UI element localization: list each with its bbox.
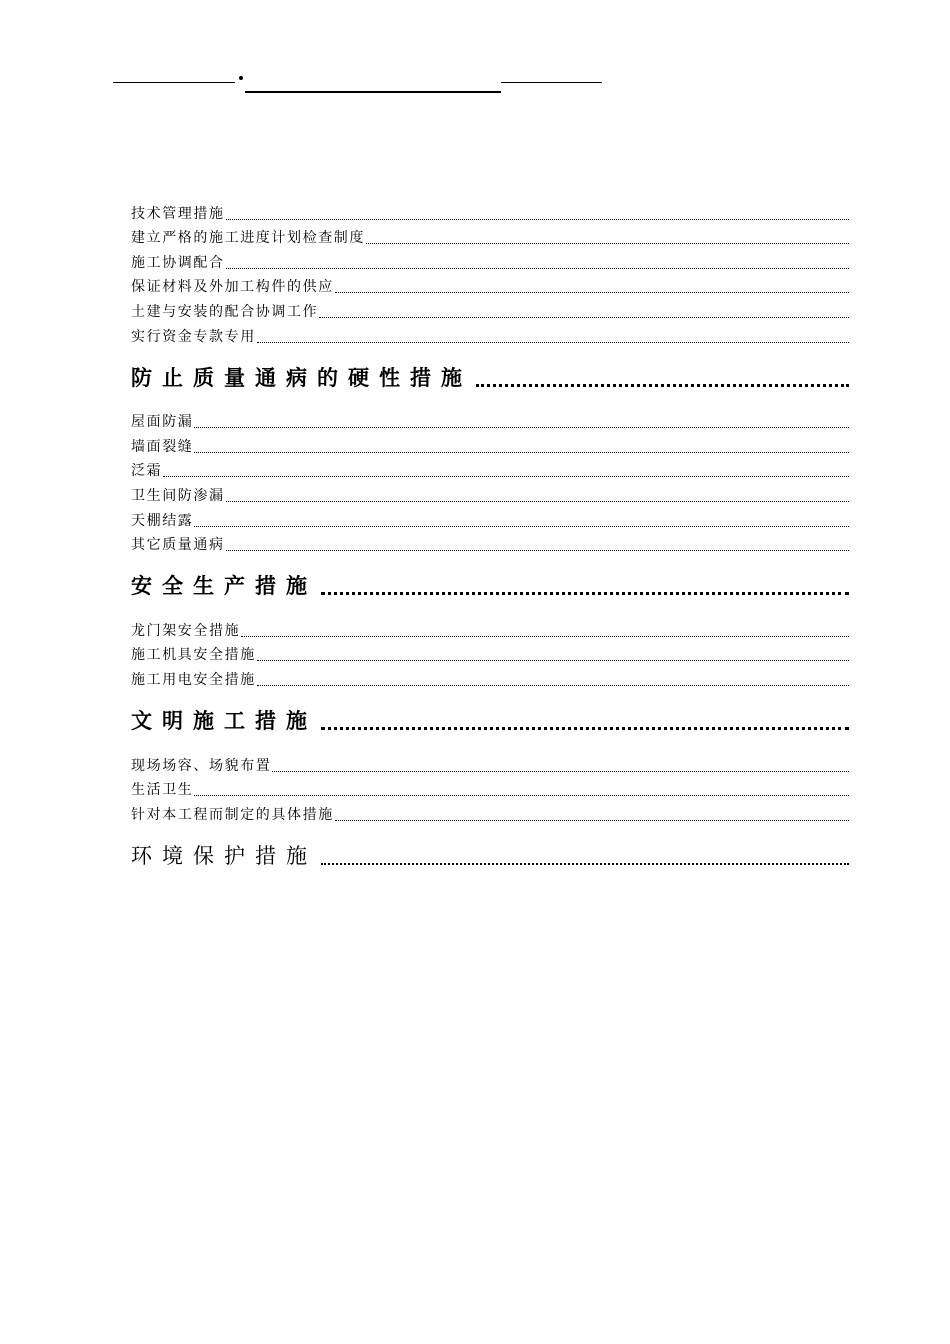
toc-entry-label: 天棚结露 xyxy=(131,512,194,529)
toc-dot-leader xyxy=(226,501,849,502)
toc-entry[interactable] xyxy=(131,480,849,505)
toc-section-heading[interactable] xyxy=(131,691,849,735)
toc-entry[interactable] xyxy=(131,198,849,223)
toc-entry[interactable] xyxy=(131,296,849,321)
toc-entry-label: 针对本工程而制定的具体措施 xyxy=(131,806,334,823)
toc-entry-label: 生活卫生 xyxy=(131,782,194,799)
toc-dot-leader xyxy=(319,317,849,318)
toc-entry[interactable] xyxy=(131,615,849,640)
toc-dot-leader xyxy=(366,243,849,244)
toc-dot-leader xyxy=(272,771,849,772)
header-rule-left xyxy=(113,82,235,83)
toc-entry-label: 龙门架安全措施 xyxy=(131,622,241,639)
toc-entry-label: 现场场容、场貌布置 xyxy=(131,757,272,774)
header-rule-right xyxy=(501,82,602,83)
toc-dot-leader xyxy=(257,685,849,686)
toc-dot-leader xyxy=(335,292,849,293)
toc-entry-label: 施工用电安全措施 xyxy=(131,671,256,688)
header-dot xyxy=(239,76,243,80)
toc-dot-leader xyxy=(194,795,849,796)
toc-dot-leader xyxy=(335,820,849,821)
toc-entry[interactable] xyxy=(131,505,849,530)
toc-entry[interactable] xyxy=(131,456,849,481)
toc-dot-leader xyxy=(226,550,849,551)
toc-entry-label: 卫生间防渗漏 xyxy=(131,487,225,504)
toc-dot-leader xyxy=(226,268,849,269)
toc-dot-leader xyxy=(194,526,849,527)
toc-entry-label: 安全生产措施 xyxy=(131,573,317,599)
toc-entry[interactable] xyxy=(131,321,849,346)
toc-entry[interactable] xyxy=(131,223,849,248)
toc-dot-leader xyxy=(321,592,849,595)
toc-entry-label: 技术管理措施 xyxy=(131,205,225,222)
toc-entry[interactable] xyxy=(131,775,849,800)
toc-entry-label: 环境保护措施 xyxy=(131,843,317,868)
toc-entry[interactable] xyxy=(131,530,849,555)
toc-section-heading[interactable] xyxy=(131,348,849,392)
header-rule-center xyxy=(245,91,501,93)
toc-entry-label: 其它质量通病 xyxy=(131,537,225,554)
toc-entry-label: 建立严格的施工进度计划检查制度 xyxy=(131,230,365,247)
toc-entry[interactable] xyxy=(131,799,849,824)
toc-entry[interactable] xyxy=(131,664,849,689)
toc-entry[interactable] xyxy=(131,247,849,272)
toc-entry-label: 施工协调配合 xyxy=(131,254,225,271)
toc-entry[interactable] xyxy=(131,272,849,297)
toc-section-heading[interactable] xyxy=(131,826,849,870)
toc-entry[interactable] xyxy=(131,407,849,432)
toc-dot-leader xyxy=(257,342,849,343)
toc-entry-label: 文明施工措施 xyxy=(131,707,317,733)
toc-dot-leader xyxy=(257,660,849,661)
toc-entry-label: 保证材料及外加工构件的供应 xyxy=(131,279,334,296)
toc-entry-label: 墙面裂缝 xyxy=(131,438,194,455)
toc-entry-label: 实行资金专款专用 xyxy=(131,328,256,345)
toc-dot-leader xyxy=(321,863,849,865)
table-of-contents xyxy=(131,198,849,885)
toc-dot-leader xyxy=(194,427,849,428)
toc-entry-label: 泛霜 xyxy=(131,463,163,480)
toc-entry[interactable] xyxy=(131,640,849,665)
toc-dot-leader xyxy=(241,636,849,637)
toc-dot-leader xyxy=(163,476,849,477)
toc-entry-label: 施工机具安全措施 xyxy=(131,647,256,664)
toc-dot-leader xyxy=(226,219,849,220)
toc-entry-label: 土建与安装的配合协调工作 xyxy=(131,303,319,320)
toc-entry[interactable] xyxy=(131,750,849,775)
toc-dot-leader xyxy=(194,452,849,453)
toc-entry-label: 屋面防漏 xyxy=(131,414,194,431)
toc-entry[interactable] xyxy=(131,431,849,456)
toc-entry-label: 防止质量通病的硬性措施 xyxy=(131,364,472,390)
toc-dot-leader xyxy=(321,727,849,730)
toc-section-heading[interactable] xyxy=(131,556,849,600)
toc-dot-leader xyxy=(476,384,849,387)
